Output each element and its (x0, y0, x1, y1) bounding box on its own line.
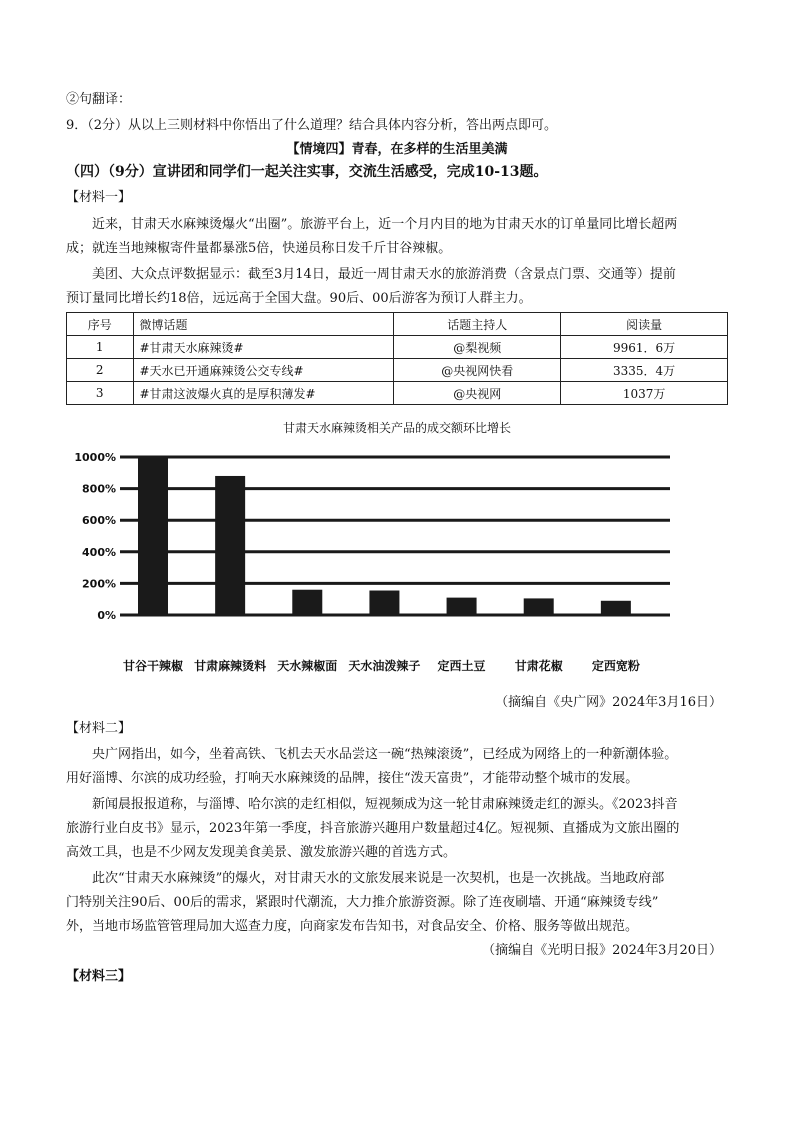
table-cell: 1 (67, 336, 134, 359)
material-two-paragraph: 此次“甘肃天水麻辣烫”的爆火，对甘肃天水的文旅发展来说是一次契机，也是一次挑战。当地政府部 (92, 871, 665, 886)
material-two-source: （摘编自《光明日报》2024年3月20日） (482, 943, 722, 958)
table-header: 序号 (67, 313, 134, 336)
table-cell: #天水已开通麻辣烫公交专线# (133, 359, 394, 382)
table-cell: 3 (67, 382, 134, 405)
table-row (67, 359, 728, 382)
y-tick-label: 800% (82, 482, 116, 496)
material-three-heading: 【材料三】 (66, 969, 132, 984)
material-two-heading: 【材料二】 (66, 721, 132, 736)
growth-bar-chart (60, 445, 680, 645)
table-cell: 3335．4万 (561, 359, 728, 382)
x-category-label: 甘肃花椒 (514, 659, 563, 673)
table-header: 微博话题 (133, 313, 394, 336)
x-category-label: 天水油泼辣子 (348, 659, 421, 673)
x-category-label: 定西土豆 (437, 659, 486, 673)
x-category-label: 天水辣椒面 (277, 659, 338, 673)
material-two-paragraph: 高效工具，也是不少网友发现美食美景、激发旅游兴趣的首选方式。 (66, 845, 457, 860)
scenario-title: 【情境四】青春，在多样的生活里美满 (286, 142, 508, 157)
bar (292, 590, 322, 615)
table-header: 话题主持人 (394, 313, 561, 336)
table-cell: @央视网快看 (394, 359, 561, 382)
table-cell: @梨视频 (394, 336, 561, 359)
material-two-paragraph: 央广网指出，如今，坐着高铁、飞机去天水品尝这一碗“热辣滚烫”，已经成为网络上的一种新潮体验。 (92, 747, 678, 762)
material-two-paragraph: 门特别关注90后、00后的需求，紧跟时代潮流，大力推介旅游资源。除了连夜刷墙、开通“麻辣烫专线” (66, 895, 659, 910)
x-category-label: 定西宽粉 (591, 659, 640, 673)
x-category-label: 甘肃麻辣烫料 (194, 659, 267, 673)
table-header: 阅读量 (561, 313, 728, 336)
table-header-row (67, 313, 728, 336)
material-one-heading: 【材料一】 (66, 190, 132, 205)
table-cell: 1037万 (561, 382, 728, 405)
material-one-paragraph: 美团、大众点评数据显示：截至3月14日，最近一周甘肃天水的旅游消费（含景点门票、交通等）提前 (92, 267, 676, 282)
material-two-paragraph: 外，当地市场监管管理局加大巡查力度，向商家发布告知书，对食品安全、价格、服务等做出规范。 (66, 919, 639, 934)
weibo-topic-table (66, 312, 728, 405)
bar (524, 598, 554, 615)
y-tick-label: 600% (82, 514, 116, 528)
bar (601, 601, 631, 615)
y-tick-label: 400% (82, 545, 116, 559)
material-one-paragraph: 近来，甘肃天水麻辣烫爆火“出圈”。旅游平台上，近一个月内目的地为甘肃天水的订单量同比增长超两 (92, 217, 678, 232)
bar (215, 476, 245, 615)
bar (138, 457, 168, 615)
table-row (67, 382, 728, 405)
table-row (67, 336, 728, 359)
y-tick-label: 0% (97, 609, 116, 622)
material-one-paragraph: 成；就连当地辣椒寄件量都暴涨5倍，快递员称日发千斤甘谷辣椒。 (66, 241, 452, 256)
table-cell: 9961．6万 (561, 336, 728, 359)
table-cell: #甘肃天水麻辣烫# (133, 336, 394, 359)
question-9: 9．（2分）从以上三则材料中你悟出了什么道理？结合具体内容分析，答出两点即可。 (66, 118, 558, 133)
material-two-paragraph: 用好淄博、尔滨的成功经验，打响天水麻辣烫的品牌，接住“泼天富贵”，才能带动整个城市的发展。 (66, 771, 639, 786)
y-tick-label: 200% (82, 577, 116, 591)
material-one-source: （摘编自《央广网》2024年3月16日） (495, 695, 722, 710)
x-category-label: 甘谷干辣椒 (122, 659, 184, 673)
table-cell: @央视网 (394, 382, 561, 405)
material-two-paragraph: 新闻晨报报道称，与淄博、哈尔滨的走红相似，短视频成为这一轮甘肃麻辣烫走红的源头。《2023抖音 (92, 797, 678, 812)
table-cell: 2 (67, 359, 134, 382)
material-one-paragraph: 预订量同比增长约18倍，远远高于全国大盘。90后、00后游客为预订人群主力。 (66, 291, 532, 306)
y-tick-label: 1000% (74, 451, 116, 464)
material-two-paragraph: 旅游行业白皮书》显示，2023年第一季度，抖音旅游兴趣用户数量超过4亿。短视频、直播成为文旅出圈的 (66, 821, 680, 836)
section-four-heading: （四）（9分）宣讲团和同学们一起关注实事，交流生活感受，完成10-13题。 (66, 164, 548, 180)
table-cell: #甘肃这波爆火真的是厚积薄发# (133, 382, 394, 405)
translation-prompt: ②句翻译： (66, 92, 132, 107)
bar (447, 598, 477, 615)
chart-title: 甘肃天水麻辣烫相关产品的成交额环比增长 (282, 421, 511, 435)
bar (369, 591, 399, 615)
